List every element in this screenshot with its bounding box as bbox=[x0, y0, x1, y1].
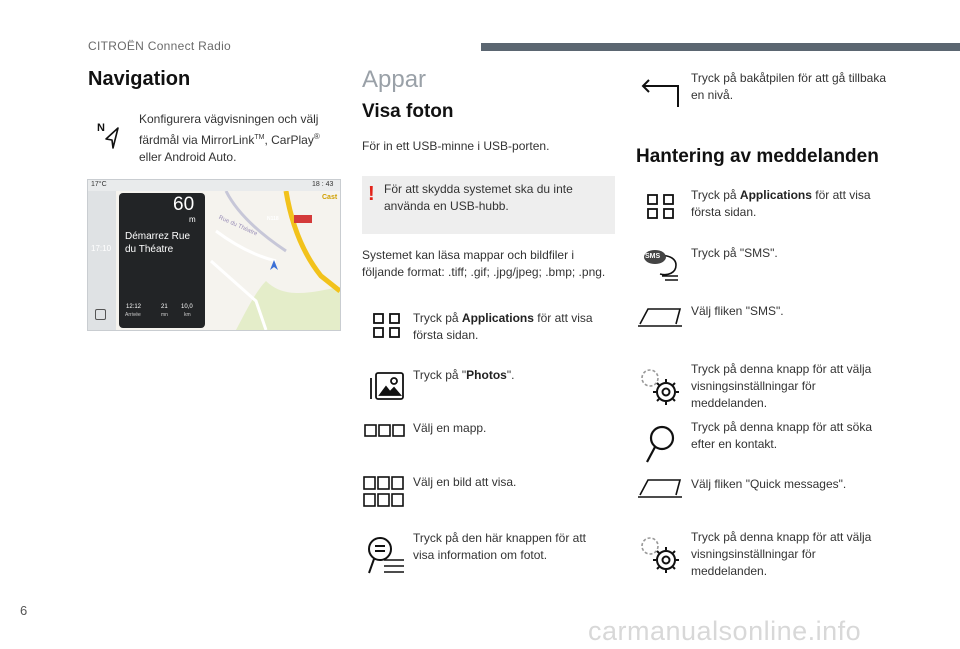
hantering-heading: Hantering av meddelanden bbox=[636, 146, 879, 167]
tab-icon bbox=[638, 477, 682, 499]
screenshot-clock: 18 : 43 bbox=[312, 181, 334, 188]
screenshot-stat-mn-label: mn bbox=[161, 312, 168, 318]
settings-gear-icon bbox=[638, 366, 682, 406]
applications-grid-icon bbox=[372, 312, 402, 340]
step-sms-settings-2: Tryck på denna knapp för att välja visningsinställningar för meddelanden. bbox=[691, 530, 872, 578]
screenshot-street-label: Rue du Théatre bbox=[217, 215, 258, 238]
screenshot-instruction-1: Démarrez Rue bbox=[125, 231, 191, 242]
photo-info-icon bbox=[366, 535, 406, 577]
visa-foton-intro: För in ett USB-minne i USB-porten. bbox=[362, 139, 550, 153]
supported-formats-text: Systemet kan läsa mappar och bildfiler i följande format: .tiff; .gif; .jpg/jpeg; .bmp; .png. bbox=[362, 248, 606, 279]
watermark: carmanualsonline.info bbox=[588, 616, 862, 646]
navigation-heading: Navigation bbox=[88, 68, 191, 90]
screenshot-instruction-2: du Théatre bbox=[125, 244, 174, 255]
screenshot-stat-arrival-label: Arrivée bbox=[125, 312, 141, 318]
image-grid-icon bbox=[362, 475, 406, 509]
warning-text: För att skydda systemet ska du inte använda en USB-hubb. bbox=[384, 182, 573, 213]
navigation-screenshot bbox=[87, 179, 341, 331]
folder-list-icon bbox=[364, 421, 406, 441]
sms-badge: SMS bbox=[645, 253, 661, 260]
visa-foton-heading: Visa foton bbox=[362, 101, 454, 122]
svg-text:N: N bbox=[97, 122, 105, 134]
navigation-arrow-icon bbox=[96, 120, 122, 152]
screenshot-speed-unit: m bbox=[189, 215, 196, 224]
back-arrow-icon bbox=[640, 76, 682, 110]
header-bar bbox=[481, 43, 960, 51]
photos-icon bbox=[368, 368, 406, 402]
screenshot-guidance-card bbox=[119, 193, 205, 328]
applications-grid-icon bbox=[646, 193, 676, 221]
step-sms-applications: Tryck på Applications för att visa första sidan. bbox=[691, 188, 871, 219]
screenshot-place-label: Cast bbox=[322, 194, 338, 201]
tab-icon bbox=[638, 306, 682, 328]
step-select-folder: Välj en mapp. bbox=[413, 421, 487, 435]
screenshot-speed: 60 bbox=[173, 194, 195, 215]
settings-gear-icon bbox=[638, 534, 682, 574]
step-photo-info: Tryck på den här knappen för att visa information om fotot. bbox=[413, 531, 586, 562]
screenshot-stat-arrival-value: 12:12 bbox=[126, 304, 142, 310]
step-search-contact: Tryck på denna knapp för att söka efter en kontakt. bbox=[691, 420, 872, 451]
screenshot-stat-km-value: 10,0 bbox=[181, 304, 193, 310]
screenshot-road-badge: N118 bbox=[267, 216, 279, 222]
step-select-image: Välj en bild att visa. bbox=[413, 475, 517, 489]
step-photos: Tryck på "Photos". bbox=[413, 368, 515, 382]
screenshot-home-icon bbox=[95, 309, 106, 320]
step-back: Tryck på bakåtpilen för att gå tillbaka en nivå. bbox=[691, 71, 886, 102]
page-number: 6 bbox=[20, 603, 28, 618]
screenshot-side-time: 17:10 bbox=[91, 244, 112, 253]
step-sms: Tryck på "SMS". bbox=[691, 246, 778, 260]
step-quick-messages-tab: Välj fliken "Quick messages". bbox=[691, 477, 847, 491]
screenshot-status-bar bbox=[88, 180, 340, 191]
screenshot-stat-mn-value: 21 bbox=[161, 304, 168, 310]
screenshot-stat-km-label: km bbox=[184, 312, 191, 318]
step-applications: Tryck på Applications för att visa första sidan. bbox=[413, 311, 593, 342]
step-sms-settings-1: Tryck på denna knapp för att välja visningsinställningar för meddelanden. bbox=[691, 362, 872, 410]
screenshot-temperature: 17°C bbox=[91, 181, 107, 188]
warning-icon: ! bbox=[368, 183, 375, 205]
step-sms-tab: Välj fliken "SMS". bbox=[691, 304, 784, 318]
search-icon bbox=[642, 424, 678, 466]
appar-heading: Appar bbox=[362, 66, 427, 93]
navigation-description: Konfigurera vägvisningen och välj färdmål via MirrorLink™, CarPlay® eller Android Auto. bbox=[139, 112, 320, 164]
manual-header-title: CITROËN Connect Radio bbox=[88, 39, 232, 53]
